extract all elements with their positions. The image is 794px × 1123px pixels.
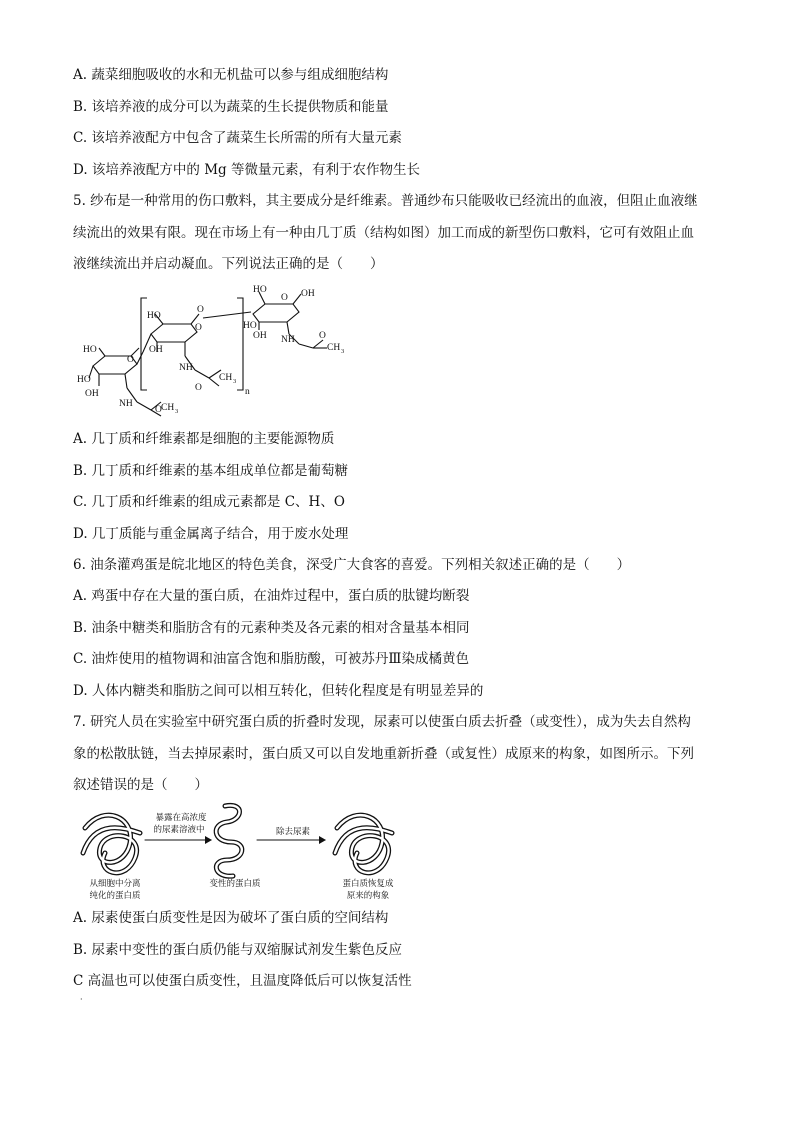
label-o: O xyxy=(195,383,202,393)
option-4b: B. 该培养液的成分可以为蔬菜的生长提供物质和能量 xyxy=(73,99,389,115)
label-nh: NH xyxy=(179,363,193,373)
option-7c: C 高温也可以使蛋白质变性，且温度降低后可以恢复活性 xyxy=(73,973,412,989)
label-n: n xyxy=(245,387,250,397)
label-sub3: 3 xyxy=(341,348,345,355)
option-7a: A. 尿素使蛋白质变性是因为破坏了蛋白质的空间结构 xyxy=(73,910,389,926)
option-5b: B. 几丁质和纤维素的基本组成单位都是葡萄糖 xyxy=(73,463,349,479)
label-sub3: 3 xyxy=(233,378,237,385)
protein-folding-diagram xyxy=(75,798,425,910)
arrow1-label-2: 的尿素溶液中 xyxy=(153,824,205,834)
label-nh: NH xyxy=(119,399,133,409)
arrow1-label-1: 暴露在高浓度 xyxy=(155,812,207,822)
right-sugar-ring xyxy=(253,304,299,322)
label-oh: OH xyxy=(253,331,267,341)
option-7b: B. 尿素中变性的蛋白质仍能与双缩脲试剂发生紫色反应 xyxy=(73,942,403,958)
label-ho: HO xyxy=(253,285,267,295)
option-6c: C. 油炸使用的植物调和油富含饱和脂肪酸，可被苏丹Ⅲ染成橘黄色 xyxy=(73,651,469,667)
label-ho: HO xyxy=(147,311,161,321)
question-7-stem-3: 叙述错误的是（ ） xyxy=(73,777,208,793)
option-6b: B. 油条中糖类和脂肪含有的元素种类及各元素的相对含量基本相同 xyxy=(73,620,470,636)
polymer-bracket-right xyxy=(237,298,243,390)
caption-denatured: 变性的蛋白质 xyxy=(209,878,261,888)
option-6a: A. 鸡蛋中存在大量的蛋白质，在油炸过程中，蛋白质的肽键均断裂 xyxy=(73,588,470,604)
question-5-stem-3: 液继续流出并启动凝血。下列说法正确的是（ ） xyxy=(73,256,384,272)
option-5c: C. 几丁质和纤维素的组成元素都是 C、H、O xyxy=(73,494,345,510)
caption-renatured-1: 蛋白质恢复成 xyxy=(342,878,394,888)
label-oh: OH xyxy=(301,289,315,299)
label-o: O xyxy=(197,305,204,315)
question-5-stem-2: 续流出的效果有限。现在市场上有一种由几丁质（结构如图）加工而成的新型伤口敷料，它可有效阻止血 xyxy=(73,225,694,241)
label-ch3: CH xyxy=(327,343,341,353)
label-oh: OH xyxy=(149,345,163,355)
label-o: O xyxy=(281,293,288,303)
label-o: O xyxy=(319,331,326,341)
footer-dot: · xyxy=(80,995,83,1004)
caption-native-2: 纯化的蛋白质 xyxy=(89,890,141,900)
option-5a: A. 几丁质和纤维素都是细胞的主要能源物质 xyxy=(73,431,335,447)
question-5-stem-1: 5. 纱布是一种常用的伤口敷料，其主要成分是纤维素。普通纱布只能吸收已经流出的血液，但阻止血液继 xyxy=(73,193,698,209)
label-sub3: 3 xyxy=(175,408,179,415)
question-7-stem-1: 7. 研究人员在实验室中研究蛋白质的折叠时发现，尿素可以使蛋白质去折叠（或变性），成为失去自然构 xyxy=(73,714,691,730)
chitin-structure-diagram xyxy=(75,282,375,421)
question-6-stem: 6. 油条灌鸡蛋是皖北地区的特色美食，深受广大食客的喜爱。下列相关叙述正确的是（ ） xyxy=(73,557,631,573)
label-ho: HO xyxy=(243,321,257,331)
question-7-stem-2: 象的松散肽链，当去掉尿素时，蛋白质又可以自发地重新折叠（或复性）成原来的构象，如图所示。下列 xyxy=(73,746,694,762)
option-4c: C. 该培养液配方中包含了蔬菜生长所需的所有大量元素 xyxy=(73,130,402,146)
option-6d: D. 人体内糖类和脂肪之间可以相互转化，但转化程度是有明显差异的 xyxy=(73,683,484,699)
label-o: O xyxy=(155,405,162,415)
caption-renatured-2: 原来的构象 xyxy=(346,890,390,900)
middle-sugar-ring xyxy=(151,324,197,342)
option-5d: D. 几丁质能与重金属离子结合，用于废水处理 xyxy=(73,526,349,542)
label-o: O xyxy=(195,323,202,333)
label-ch3: CH xyxy=(161,403,175,413)
label-ho: HO xyxy=(77,375,91,385)
option-4d: D. 该培养液配方中的 Mg 等微量元素，有利于农作物生长 xyxy=(73,162,420,178)
label-ho: HO xyxy=(83,345,97,355)
label-oh: OH xyxy=(85,389,99,399)
denatured-protein-shape xyxy=(216,805,242,876)
label-o: O xyxy=(127,355,134,365)
caption-native-1: 从细胞中分离 xyxy=(89,878,141,888)
label-ch3: CH xyxy=(219,373,233,383)
arrow2-label: 除去尿素 xyxy=(275,826,311,836)
option-4a: A. 蔬菜细胞吸收的水和无机盐可以参与组成细胞结构 xyxy=(73,67,389,83)
label-nh: NH xyxy=(281,335,295,345)
